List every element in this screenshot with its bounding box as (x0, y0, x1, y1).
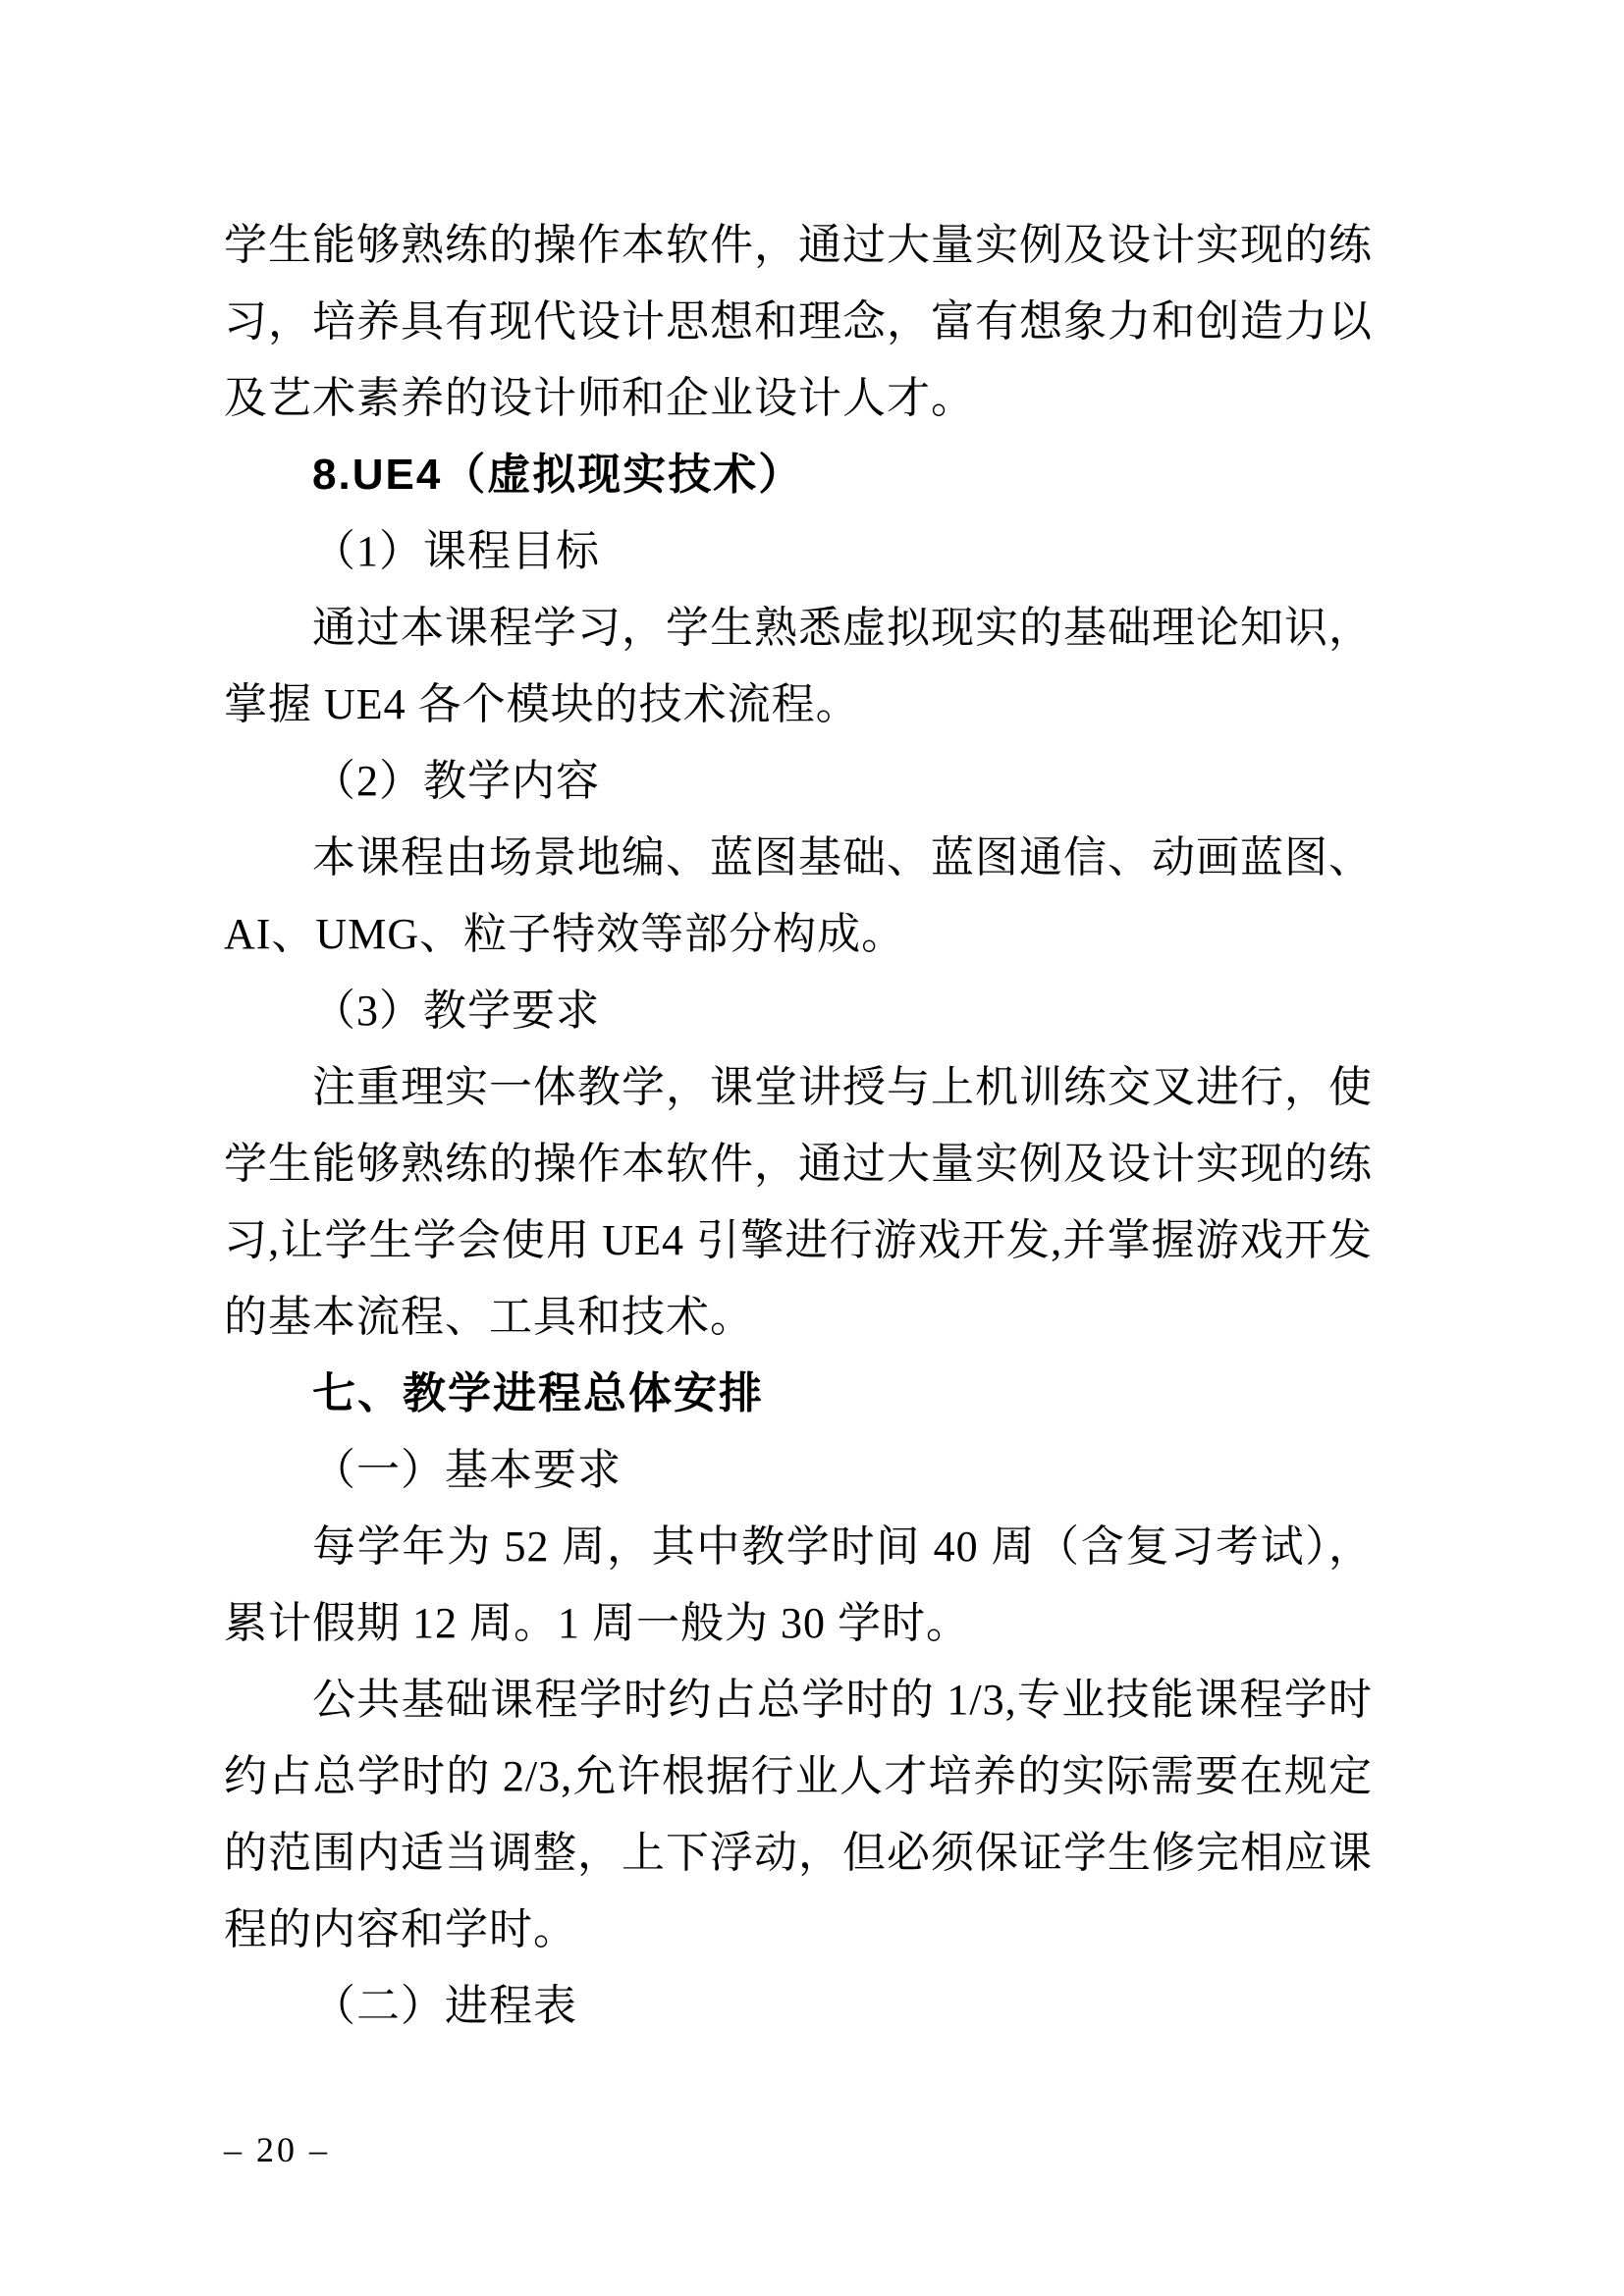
subsection-heading: （3）教学要求 (312, 987, 600, 1035)
subsection-heading: （2）教学内容 (312, 757, 600, 805)
section-heading: 七、教学进程总体安排 (312, 1369, 764, 1417)
body-line: 的范围内适当调整，上下浮动，但必须保证学生修完相应课 (224, 1829, 1373, 1877)
page-number: – 20 – (224, 2130, 330, 2169)
body-line: AI、UMG、粒子特效等部分构成。 (224, 910, 906, 958)
body-line: 掌握 UE4 各个模块的技术流程。 (224, 680, 860, 728)
body-line: 学生能够熟练的操作本软件，通过大量实例及设计实现的练 (224, 221, 1373, 269)
body-line: 习,让学生学会使用 UE4 引擎进行游戏开发,并掌握游戏开发 (224, 1216, 1373, 1264)
subsection-heading: （二）进程表 (312, 1982, 577, 2030)
body-line: 习，培养具有现代设计思想和理念，富有想象力和创造力以 (224, 297, 1373, 346)
body-line: 本课程由场景地编、蓝图基础、蓝图通信、动画蓝图、 (312, 833, 1373, 881)
body-line: 每学年为 52 周，其中教学时间 40 周（含复习考试）， (312, 1522, 1373, 1571)
body-line: 通过本课程学习，学生熟悉虚拟现实的基础理论知识， (312, 604, 1373, 652)
document-body (224, 207, 1373, 2045)
body-line: 公共基础课程学时约占总学时的 1/3,专业技能课程学时 (312, 1676, 1373, 1724)
body-line: 的基本流程、工具和技术。 (224, 1293, 754, 1341)
subsection-heading: （一）基本要求 (312, 1446, 622, 1494)
body-line: 程的内容和学时。 (224, 1905, 577, 1953)
body-line: 学生能够熟练的操作本软件，通过大量实例及设计实现的练 (224, 1140, 1373, 1188)
body-line: 约占总学时的 2/3,允许根据行业人才培养的实际需要在规定 (224, 1752, 1373, 1800)
body-line: 及艺术素养的设计师和企业设计人才。 (224, 374, 975, 422)
body-line: 累计假期 12 周。1 周一般为 30 学时。 (224, 1599, 970, 1647)
section-heading: 8.UE4（虚拟现实技术） (312, 451, 804, 499)
body-line: 注重理实一体教学，课堂讲授与上机训练交叉进行，使 (312, 1063, 1373, 1111)
subsection-heading: （1）课程目标 (312, 527, 600, 575)
